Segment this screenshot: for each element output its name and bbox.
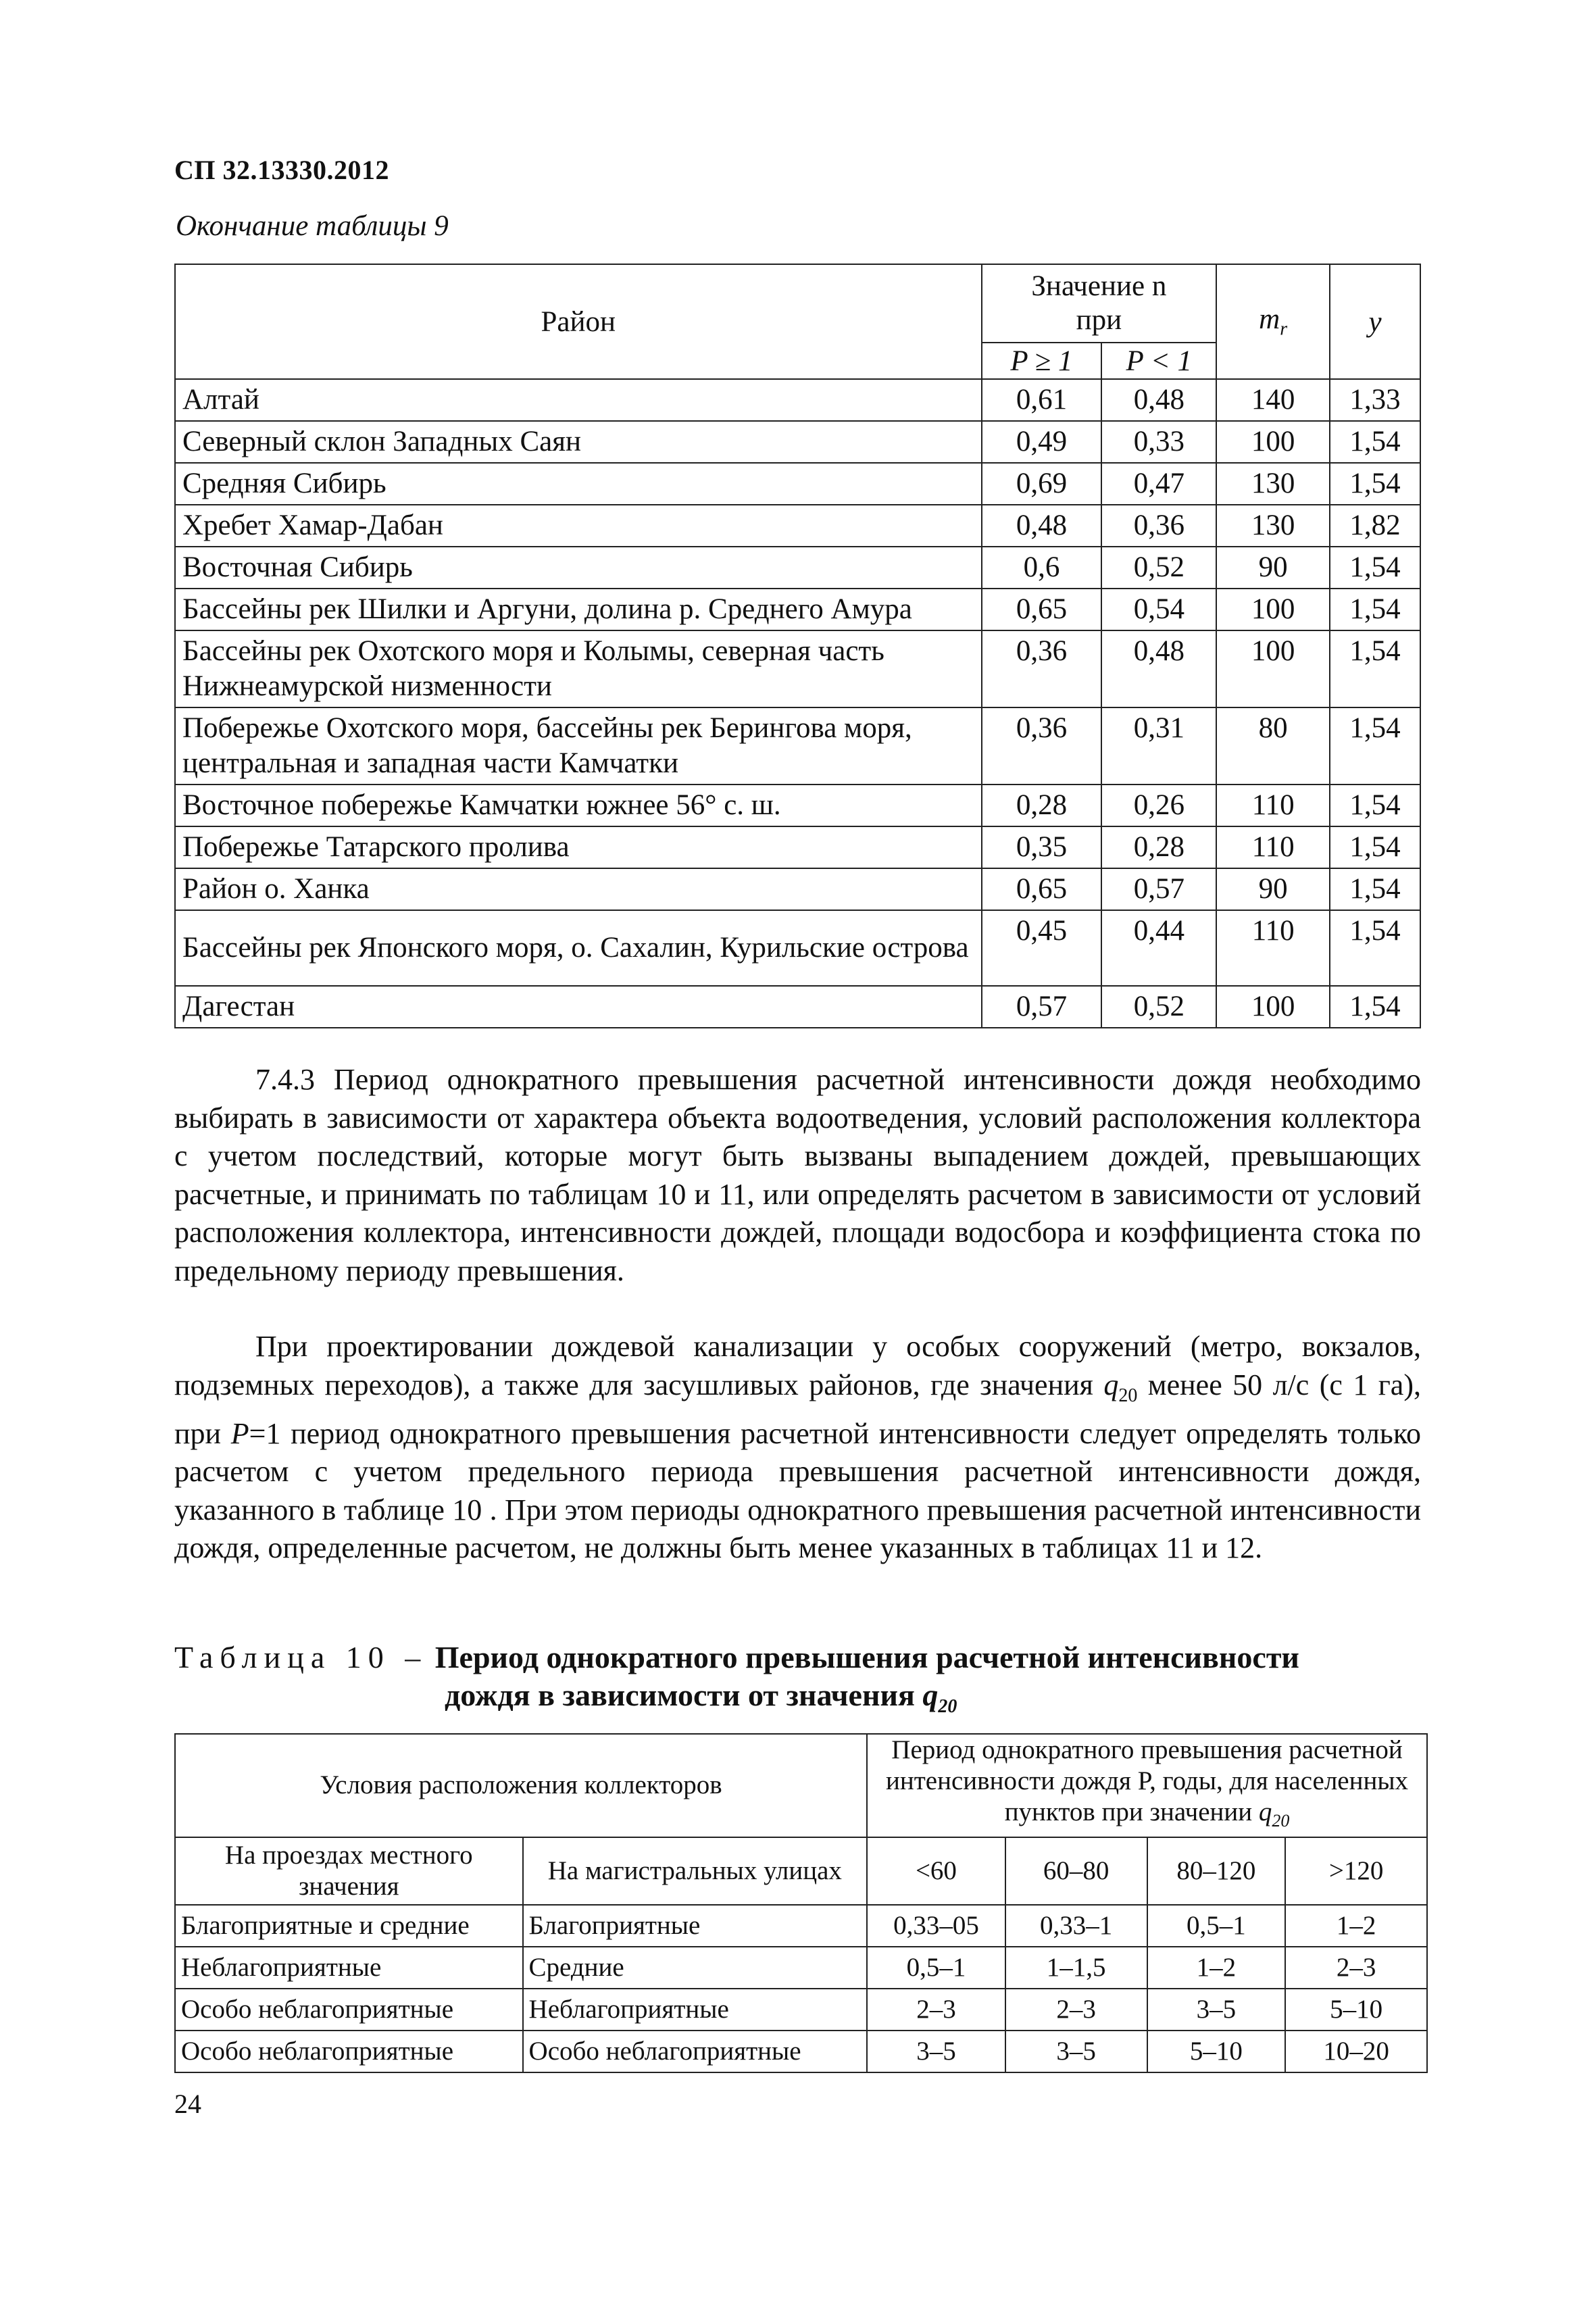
value-p-lt-1: 0,26 [1101, 785, 1216, 826]
table-row [175, 986, 1420, 1028]
table-10-caption [174, 1639, 1421, 1726]
value-p-ge-1: 0,69 [982, 463, 1102, 505]
table-row [175, 826, 1420, 868]
period-value: 3–5 [1147, 1989, 1286, 2031]
table-row [175, 1947, 1427, 1989]
region-name: Побережье Охотского моря, бассейны рек Берингова моря, центральная и западная части Камчатки [175, 707, 982, 785]
paragraph-2-part-c: =1 период однократного превышения расчетной интенсивности следует определять только расчетом с учетом предельного периода превышения расчетной интенсивности дождя, указанного в таблице 10 . При этом периоды однократного превышения расчетной интенсивности дождя, определенные расчетом, не должны быть менее указанных в таблицах 11 и 12. [174, 1416, 1422, 1565]
value-y: 1,54 [1330, 589, 1420, 630]
period-value: 0,33–05 [867, 1905, 1005, 1947]
header-n-line2: при [1076, 304, 1122, 336]
header-range-3: 80–120 [1147, 1837, 1286, 1905]
value-p-lt-1: 0,52 [1101, 986, 1216, 1028]
table-10-title-q-symbol [922, 1678, 957, 1718]
table-row [175, 2031, 1427, 2072]
region-name: Хребет Хамар-Дабан [175, 505, 982, 547]
table-10-title-q-subscript: 20 [938, 1696, 957, 1718]
header-main-streets: На магистральных улицах [523, 1837, 868, 1905]
header-mr-letter: m [1259, 303, 1280, 336]
table-row [175, 589, 1420, 630]
condition-local: Благоприятные и средние [175, 1905, 523, 1947]
header-n-line1: Значение n [1031, 270, 1167, 302]
table-9-body [175, 379, 1420, 1028]
period-value: 0,5–1 [1147, 1905, 1286, 1947]
value-mr: 130 [1216, 505, 1330, 547]
value-p-ge-1: 0,48 [982, 505, 1102, 547]
value-p-ge-1: 0,65 [982, 868, 1102, 910]
value-p-lt-1: 0,48 [1101, 630, 1216, 707]
header-range-1: <60 [867, 1837, 1005, 1905]
document-code: СП 32.13330.2012 [174, 155, 389, 185]
table-row [175, 630, 1420, 707]
region-name: Восточное побережье Камчатки южнее 56° с. ш. [175, 785, 982, 826]
header-region: Район [175, 264, 982, 379]
value-mr: 100 [1216, 630, 1330, 707]
value-p-lt-1: 0,44 [1101, 910, 1216, 986]
period-value: 1–2 [1285, 1905, 1427, 1947]
region-name: Северный склон Западных Саян [175, 421, 982, 463]
table-row [175, 785, 1420, 826]
table-10-title-line1: Период однократного превышения расчетной интенсивности [434, 1640, 1299, 1674]
region-name: Район о. Ханка [175, 868, 982, 910]
region-name: Алтай [175, 379, 982, 421]
value-mr: 90 [1216, 868, 1330, 910]
period-value: 5–10 [1147, 2031, 1286, 2072]
value-y: 1,54 [1330, 707, 1420, 785]
value-y: 1,54 [1330, 986, 1420, 1028]
value-y: 1,33 [1330, 379, 1420, 421]
table-row [175, 1905, 1427, 1947]
condition-local: Особо неблагоприятные [175, 2031, 523, 2072]
value-p-ge-1: 0,36 [982, 630, 1102, 707]
region-name: Бассейны рек Шилки и Аргуни, долина р. Среднего Амура [175, 589, 982, 630]
header-period-q-symbol [1258, 1797, 1290, 1831]
period-value: 2–3 [1005, 1989, 1147, 2031]
table-9 [174, 264, 1421, 1028]
table-row [175, 1989, 1427, 2031]
period-value: 2–3 [867, 1989, 1005, 2031]
period-value: 2–3 [1285, 1947, 1427, 1989]
header-local-roads: На проездах местного значения [175, 1837, 523, 1905]
q20-symbol [1103, 1368, 1138, 1406]
condition-main: Благоприятные [523, 1905, 868, 1947]
value-y: 1,54 [1330, 421, 1420, 463]
value-p-lt-1: 0,52 [1101, 547, 1216, 589]
period-value: 1–1,5 [1005, 1947, 1147, 1989]
period-value: 10–20 [1285, 2031, 1427, 2072]
table-row [175, 910, 1420, 986]
region-name: Средняя Сибирь [175, 463, 982, 505]
value-mr: 100 [1216, 589, 1330, 630]
condition-main: Средние [523, 1947, 868, 1989]
page-number: 24 [174, 2089, 201, 2119]
value-p-ge-1: 0,49 [982, 421, 1102, 463]
table-10-title-line2 [174, 1676, 1421, 1726]
paragraph-7-4-3: 7.4.3 Период однократного превышения расчетной интенсивности дождя необходимо выбирать в зависимости от характера объекта водоотведения, условий расположения коллектора с учетом последствий, которые могут быть вызваны выпадением дождей, превышающих расчетные, и принимать по таблицам 10 и 11, или определять расчетом в зависимости от условий расположения коллектора, интенсивности дождей, площади водосбора и коэффициента стока по предельному периоду превышения. [174, 1063, 1421, 1287]
header-p-ge-1: P ≥ 1 [982, 343, 1102, 379]
table-10-label: Таблица 10 – [174, 1640, 428, 1674]
header-p-lt-1: P < 1 [1101, 343, 1216, 379]
header-period-text: Период однократного превышения расчетной интенсивности дождя P, годы, для населенных пунктов при значении [886, 1735, 1409, 1826]
value-y: 1,54 [1330, 910, 1420, 986]
header-range-2: 60–80 [1005, 1837, 1147, 1905]
value-p-lt-1: 0,57 [1101, 868, 1216, 910]
value-y: 1,82 [1330, 505, 1420, 547]
period-value: 1–2 [1147, 1947, 1286, 1989]
value-p-ge-1: 0,45 [982, 910, 1102, 986]
value-p-ge-1: 0,61 [982, 379, 1102, 421]
value-p-lt-1: 0,31 [1101, 707, 1216, 785]
header-n-value [982, 264, 1217, 343]
region-name: Восточная Сибирь [175, 547, 982, 589]
value-p-ge-1: 0,6 [982, 547, 1102, 589]
table-10-title-q-letter: q [922, 1678, 939, 1712]
table-row [175, 547, 1420, 589]
region-name: Бассейны рек Охотского моря и Колымы, северная часть Нижнеамурской низменности [175, 630, 982, 707]
value-p-lt-1: 0,28 [1101, 826, 1216, 868]
period-value: 3–5 [867, 2031, 1005, 2072]
value-mr: 80 [1216, 707, 1330, 785]
period-value: 0,5–1 [867, 1947, 1005, 1989]
period-value: 3–5 [1005, 2031, 1147, 2072]
value-p-ge-1: 0,28 [982, 785, 1102, 826]
q20-subscript: 20 [1118, 1385, 1138, 1406]
value-p-lt-1: 0,54 [1101, 589, 1216, 630]
header-conditions: Условия расположения коллекторов [175, 1734, 867, 1837]
table-9-continuation-caption: Окончание таблицы 9 [176, 210, 449, 242]
value-mr: 110 [1216, 785, 1330, 826]
value-mr: 90 [1216, 547, 1330, 589]
table-row [175, 707, 1420, 785]
table-row [175, 505, 1420, 547]
table-10-body [175, 1905, 1427, 2072]
paragraph-2-part-a: При проектировании дождевой канализации у особых сооружений (метро, вокзалов, подземных переходов), а также для засушливых районов, где значения [174, 1330, 1421, 1401]
header-range-4: >120 [1285, 1837, 1427, 1905]
header-mr [1216, 264, 1330, 379]
table-row [175, 868, 1420, 910]
value-y: 1,54 [1330, 463, 1420, 505]
value-mr: 100 [1216, 986, 1330, 1028]
header-y: y [1330, 264, 1420, 379]
value-mr: 130 [1216, 463, 1330, 505]
value-p-ge-1: 0,36 [982, 707, 1102, 785]
value-y: 1,54 [1330, 826, 1420, 868]
value-y: 1,54 [1330, 630, 1420, 707]
value-p-lt-1: 0,47 [1101, 463, 1216, 505]
value-mr: 110 [1216, 826, 1330, 868]
value-mr: 100 [1216, 421, 1330, 463]
paragraph-2-part-b: менее 50 л/с (с 1 га), при [174, 1368, 1421, 1450]
value-p-lt-1: 0,36 [1101, 505, 1216, 547]
value-p-ge-1: 0,65 [982, 589, 1102, 630]
value-p-ge-1: 0,57 [982, 986, 1102, 1028]
table-row [175, 463, 1420, 505]
header-period-q-subscript: 20 [1272, 1810, 1290, 1831]
period-value: 0,33–1 [1005, 1905, 1147, 1947]
table-row [175, 379, 1420, 421]
table-row [175, 421, 1420, 463]
table-10-title-line2-text: дождя в зависимости от значения [445, 1678, 915, 1712]
condition-main: Особо неблагоприятные [523, 2031, 868, 2072]
value-y: 1,54 [1330, 868, 1420, 910]
q20-letter: q [1103, 1368, 1119, 1401]
p-symbol: P [230, 1416, 249, 1450]
value-y: 1,54 [1330, 547, 1420, 589]
paragraph-special-structures [174, 1328, 1421, 1568]
condition-local: Особо неблагоприятные [175, 1989, 523, 2031]
period-value: 5–10 [1285, 1989, 1427, 2031]
value-mr: 140 [1216, 379, 1330, 421]
value-mr: 110 [1216, 910, 1330, 986]
table-10 [174, 1733, 1428, 2073]
header-period [867, 1734, 1427, 1837]
condition-main: Неблагоприятные [523, 1989, 868, 2031]
region-name: Дагестан [175, 986, 982, 1028]
condition-local: Неблагоприятные [175, 1947, 523, 1989]
value-y: 1,54 [1330, 785, 1420, 826]
value-p-ge-1: 0,35 [982, 826, 1102, 868]
header-mr-subscript: r [1280, 318, 1288, 340]
value-p-lt-1: 0,48 [1101, 379, 1216, 421]
value-p-lt-1: 0,33 [1101, 421, 1216, 463]
region-name: Бассейны рек Японского моря, о. Сахалин, Курильские острова [175, 910, 982, 986]
region-name: Побережье Татарского пролива [175, 826, 982, 868]
header-period-q-letter: q [1258, 1797, 1272, 1826]
